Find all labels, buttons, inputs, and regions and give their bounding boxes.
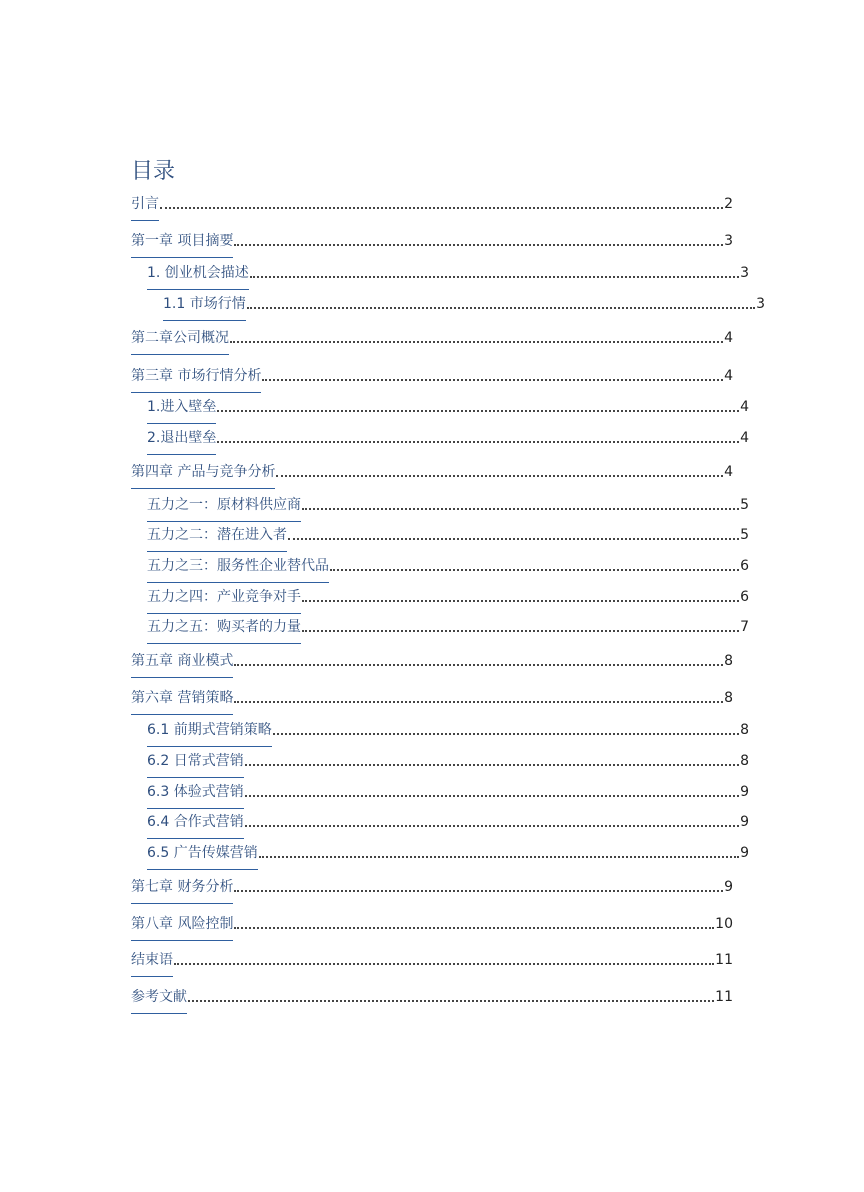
toc-entry-label: 6.1 前期式营销策略 <box>147 718 272 742</box>
toc-entry[interactable] <box>131 395 749 419</box>
toc-entry-page: 8 <box>724 690 733 706</box>
dot-leader <box>188 1000 714 1002</box>
dot-leader <box>273 733 739 735</box>
toc-entry-page: 4 <box>724 330 733 346</box>
toc-entry-label: 结束语 <box>131 948 173 972</box>
toc-entry-label: 第五章 商业模式 <box>131 649 233 673</box>
toc-entry[interactable] <box>131 649 733 673</box>
toc-entry[interactable] <box>131 718 749 742</box>
toc-entry-page: 11 <box>715 989 733 1005</box>
toc-entry[interactable] <box>131 810 749 834</box>
toc-entry-label: 五力之三：服务性企业替代品 <box>147 554 329 578</box>
toc-entry[interactable] <box>131 780 749 804</box>
toc-entry-page: 5 <box>740 497 749 513</box>
dot-leader <box>330 569 739 571</box>
dot-leader <box>160 207 723 209</box>
toc-entry-page: 9 <box>740 845 749 861</box>
toc-entry-page: 4 <box>724 464 733 480</box>
toc-entry-label: 1.1 市场行情 <box>163 292 246 316</box>
toc-entry-label: 6.2 日常式营销 <box>147 749 244 773</box>
toc-entry-label: 第七章 财务分析 <box>131 875 233 899</box>
toc-entry[interactable] <box>131 493 749 517</box>
toc-entry-label: 五力之五：购买者的力量 <box>147 615 301 639</box>
toc-entry-page: 4 <box>740 430 749 446</box>
toc-entry-page: 9 <box>724 879 733 895</box>
toc-entry[interactable] <box>131 749 749 773</box>
toc-entry-label: 第三章 市场行情分析 <box>131 364 261 388</box>
toc-entry[interactable] <box>131 585 749 609</box>
dot-leader <box>217 441 739 443</box>
toc-entry-label: 五力之一：原材料供应商 <box>147 493 301 517</box>
toc-entry-label: 6.5 广告传媒营销 <box>147 841 258 865</box>
dot-leader <box>302 600 739 602</box>
toc-entry-page: 6 <box>740 589 749 605</box>
toc-entry-page: 9 <box>740 784 749 800</box>
dot-leader <box>234 244 723 246</box>
toc-entry-page: 3 <box>724 233 733 249</box>
toc-entry-label: 2.退出壁垒 <box>147 426 216 450</box>
toc-entry-label: 1. 创业机会描述 <box>147 261 249 285</box>
toc-entry-page: 11 <box>715 952 733 968</box>
toc-entry-label: 第二章公司概况 <box>131 326 229 350</box>
toc-entry[interactable] <box>131 948 733 972</box>
toc-entry-label: 6.3 体验式营销 <box>147 780 244 804</box>
dot-leader <box>276 475 723 477</box>
toc-entry-label: 五力之四：产业竞争对手 <box>147 585 301 609</box>
toc-entry[interactable] <box>131 229 733 253</box>
toc-entry-label: 第四章 产品与竞争分析 <box>131 460 275 484</box>
toc-entry[interactable] <box>131 841 749 865</box>
toc-entry[interactable] <box>131 192 733 216</box>
dot-leader <box>250 276 739 278</box>
toc-entry-page: 3 <box>756 296 765 312</box>
toc-entry-label: 五力之二：潜在进入者 <box>147 523 287 547</box>
dot-leader <box>247 307 755 309</box>
dot-leader <box>217 410 739 412</box>
toc-entry-label: 第八章 风险控制 <box>131 912 233 936</box>
toc-entry[interactable] <box>131 364 733 388</box>
dot-leader <box>234 664 723 666</box>
toc-entry-page: 2 <box>724 196 733 212</box>
dot-leader <box>288 538 739 540</box>
dot-leader <box>259 856 739 858</box>
toc-entry-page: 8 <box>724 653 733 669</box>
dot-leader <box>245 825 739 827</box>
toc-entry-label: 第一章 项目摘要 <box>131 229 233 253</box>
toc-entry-page: 4 <box>724 368 733 384</box>
toc-entry-page: 4 <box>740 399 749 415</box>
toc-entry-label: 引言 <box>131 192 159 216</box>
toc-entry-label: 1.进入壁垒 <box>147 395 216 419</box>
toc-entry-label: 6.4 合作式营销 <box>147 810 244 834</box>
toc-entry-page: 8 <box>740 722 749 738</box>
toc-entry[interactable] <box>131 292 765 316</box>
toc-entry[interactable] <box>131 426 749 450</box>
toc-entry[interactable] <box>131 523 749 547</box>
toc-entry-page: 8 <box>740 753 749 769</box>
toc-entry-page: 6 <box>740 558 749 574</box>
dot-leader <box>302 630 739 632</box>
toc-entry[interactable] <box>131 460 733 484</box>
toc-entry-page: 3 <box>740 265 749 281</box>
toc-entry[interactable] <box>131 615 749 639</box>
dot-leader <box>234 927 714 929</box>
toc-entry-page: 10 <box>715 916 733 932</box>
toc-entry[interactable] <box>131 261 749 285</box>
dot-leader <box>174 963 714 965</box>
toc-entry[interactable] <box>131 554 749 578</box>
toc-entry[interactable] <box>131 985 733 1009</box>
dot-leader <box>234 890 723 892</box>
dot-leader <box>245 764 739 766</box>
toc-entry[interactable] <box>131 912 733 936</box>
toc-title: 目录 <box>131 159 176 184</box>
dot-leader <box>234 701 723 703</box>
toc-entry-page: 9 <box>740 814 749 830</box>
dot-leader <box>230 341 723 343</box>
toc-entry[interactable] <box>131 875 733 899</box>
dot-leader <box>245 795 739 797</box>
dot-leader <box>262 379 723 381</box>
toc-entry-page: 7 <box>740 619 749 635</box>
toc-entry[interactable] <box>131 326 733 350</box>
toc-entry[interactable] <box>131 686 733 710</box>
toc-entry-page: 5 <box>740 527 749 543</box>
dot-leader <box>302 508 739 510</box>
toc-entry-label: 参考文献 <box>131 985 187 1009</box>
toc-entry-label: 第六章 营销策略 <box>131 686 233 710</box>
